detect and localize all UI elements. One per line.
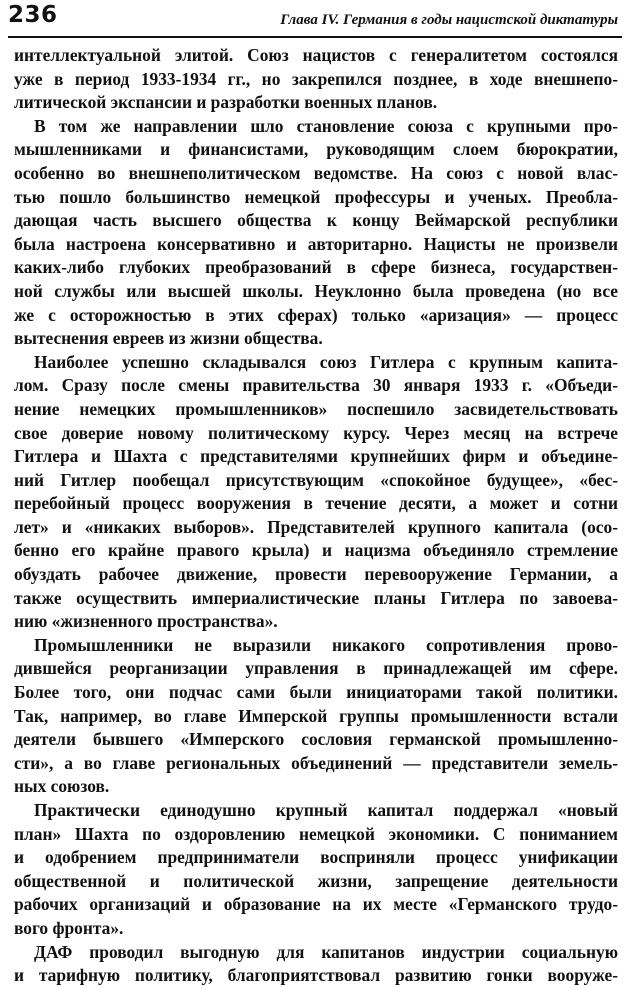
- text-line: Промышленники не выразили никакого сопротивления прово-: [34, 634, 618, 655]
- text-line: тью пошло большинство немецкой профессуры и ученых. Преобла-: [14, 186, 618, 207]
- text-line: лет» и «никаких выборов». Представителей крупного капитала (осо-: [14, 516, 618, 537]
- text-line: сти», а во главе региональных объединений — представители земель-: [14, 752, 618, 773]
- text-line: вого фронта».: [14, 917, 124, 938]
- text-line: ной службы или высшей школы. Неуклонно была проведена (но все: [14, 280, 618, 301]
- text-line: и одобрением предприниматели восприняли процесс унификации: [14, 847, 618, 868]
- text-line: лом. Сразу после смены правительства 30 января 1933 г. «Объеди-: [14, 375, 618, 396]
- text-line: В том же направлении шло становление союза с крупными про-: [34, 115, 618, 136]
- text-line: деятели бывшего «Имперского сословия германской промышленно-: [14, 729, 618, 750]
- text-line: обуздать рабочее движение, провести перевооружение Германии, а: [14, 564, 618, 585]
- paragraph: [14, 634, 618, 799]
- text-line: ний Гитлер пообещал присутствующим «спокойное будущее», «бес-: [14, 469, 618, 490]
- text-line: план» Шахта по оздоровлению немецкой экономики. С пониманием: [14, 823, 618, 844]
- body-text: [14, 44, 618, 988]
- text-line: Наиболее успешно складывался союз Гитлера с крупным капита-: [34, 351, 618, 372]
- text-line: ных союзов.: [14, 776, 110, 797]
- running-head: Глава IV. Германия в годы нацистской диктатуры: [280, 12, 618, 28]
- text-line: также осуществить империалистические планы Гитлера по завоева-: [14, 587, 618, 608]
- text-line: и тарифную политику, благоприятствовал развитию гонки вооруже-: [14, 965, 618, 986]
- text-line: мышленниками и финансистами, руководящим слоем бюрократии,: [14, 139, 618, 160]
- text-line: дающая часть высшего общества к концу Веймарской республики: [14, 210, 618, 231]
- paragraph: [14, 941, 618, 988]
- text-line: же с осторожностью в этих сферах) только «аризация» — процесс: [14, 304, 618, 325]
- text-line: нию «жизненного пространства».: [14, 611, 278, 632]
- text-line: интеллектуальной элитой. Союз нацистов с генералитетом состоялся: [14, 45, 618, 65]
- text-line: Более того, они подчас сами были инициаторами такой политики.: [14, 682, 618, 703]
- paragraph: [14, 44, 618, 115]
- text-line: вытеснения евреев из жизни общества.: [14, 328, 323, 349]
- paragraph: [14, 351, 618, 634]
- text-line: была настроена консервативно и авторитарно. Нацисты не произвели: [14, 233, 618, 254]
- text-line: перебойный процесс вооружения в течение десяти, а может и сотни: [14, 493, 618, 514]
- text-line: Практически единодушно крупный капитал поддержал «новый: [34, 800, 618, 820]
- text-line: литической экспансии и разработки военных планов.: [14, 92, 438, 113]
- text-line: каких-либо глубоких преобразований в сфере бизнеса, государствен-: [14, 257, 618, 278]
- text-line: дившейся реорганизации управления в принадлежащей им сфере.: [14, 658, 618, 679]
- text-line: рабочих организаций и образование на их месте «Германского трудо-: [14, 894, 618, 915]
- text-line: нение немецких промышленников» поспешило засвидетельствовать: [14, 398, 618, 419]
- text-line: бенно его крайне правого крыла) и нацизма объединяло стремление: [14, 540, 618, 561]
- page-header: [8, 2, 622, 38]
- text-line: Так, например, во главе Имперской группы промышленности встали: [14, 705, 618, 726]
- text-line: Гитлера и Шахта с представителями крупнейших фирм и объедине-: [14, 446, 618, 467]
- text-line: уже в период 1933-1934 гг., но закрепился позднее, в ходе внешнепо-: [14, 68, 618, 89]
- text-line: общественной и политической жизни, запрещение деятельности: [14, 870, 618, 891]
- page-number: 236: [8, 2, 58, 28]
- paragraph: [14, 799, 618, 941]
- text-line: ДАФ проводил выгодную для капитанов индустрии социальную: [34, 941, 618, 962]
- text-line: свое доверие новому политическому курсу. Через месяц на встрече: [14, 422, 618, 443]
- text-line: особенно во внешнеполитическом ведомстве. На союз с новой влас-: [14, 162, 618, 183]
- paragraph: [14, 115, 618, 351]
